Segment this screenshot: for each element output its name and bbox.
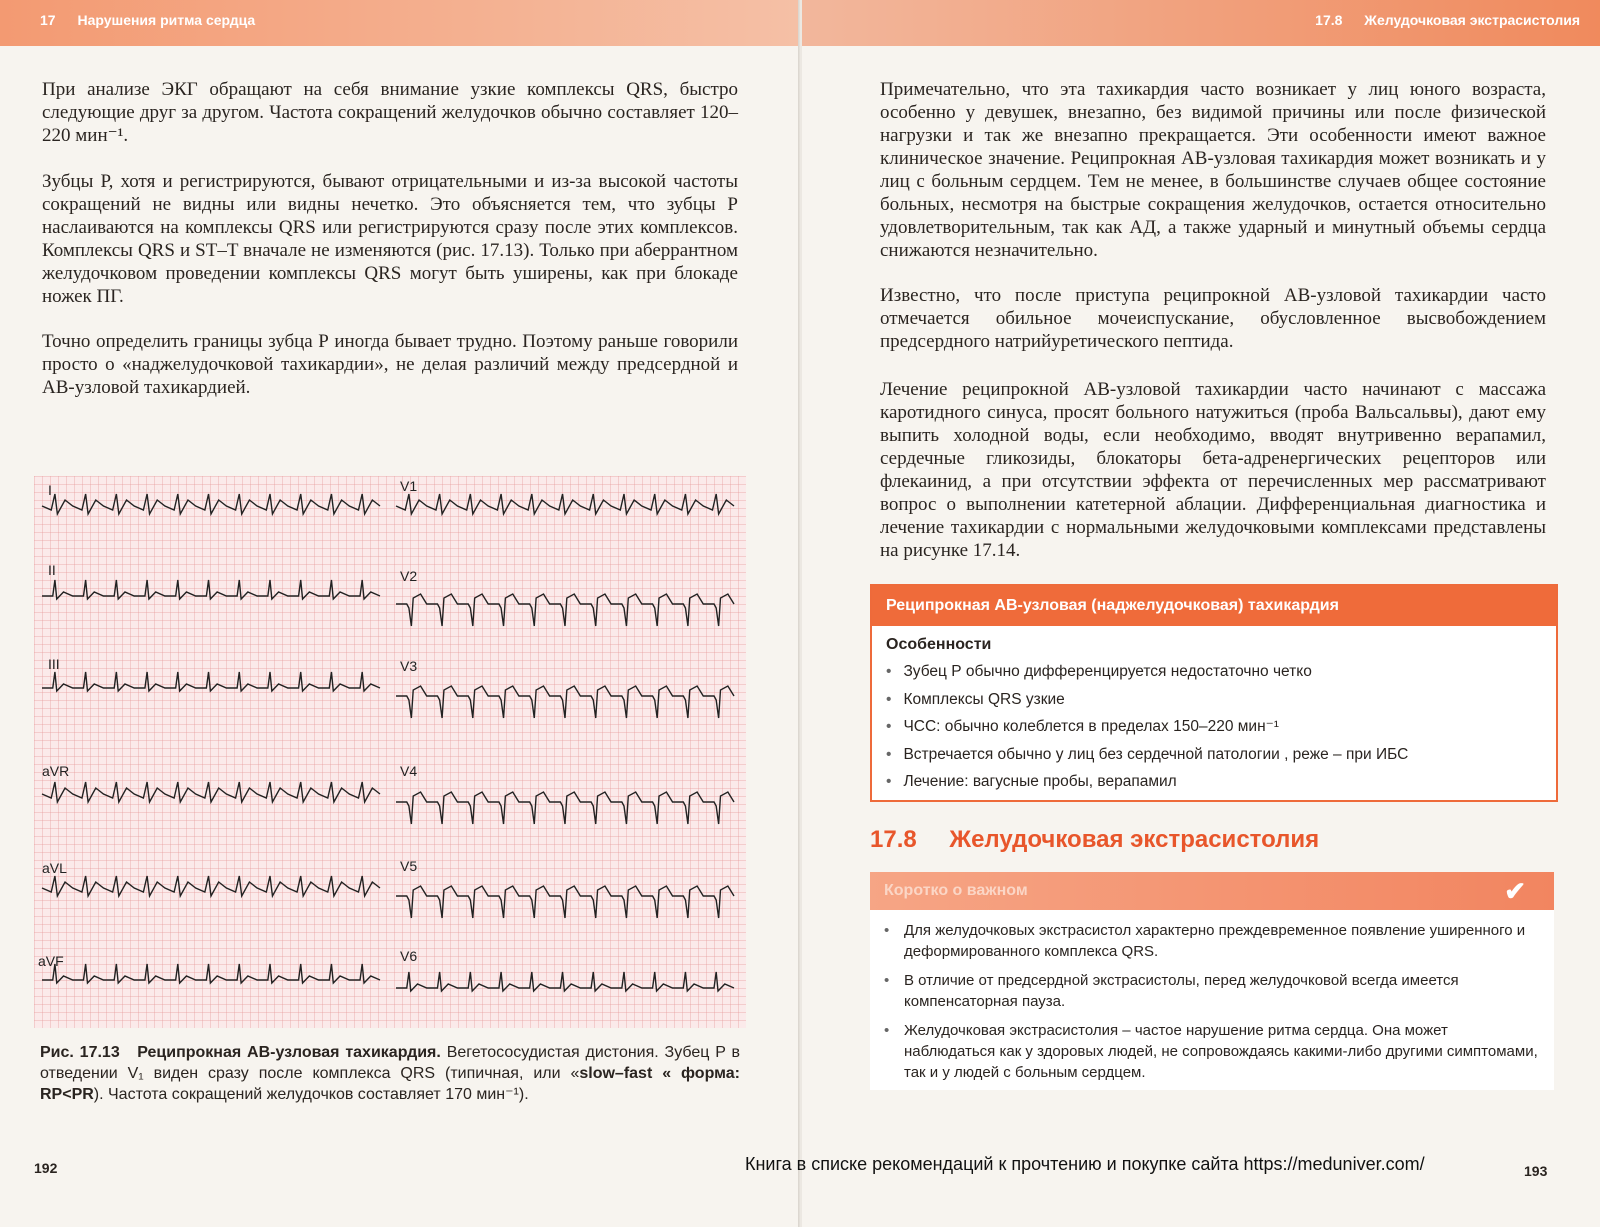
- caption-text-2: ). Частота сокращений желудочков составляет 170 мин⁻¹).: [93, 1086, 529, 1103]
- summary-box: [870, 872, 1554, 1090]
- summary-box-title: [870, 872, 1554, 910]
- ecg-trace-V1: [396, 494, 734, 514]
- features-list: [872, 658, 1556, 796]
- page-number-left: 192: [34, 1160, 58, 1176]
- paragraph-r1: Примечательно, что эта тахикардия часто возникает у лиц юного возраста, особенно у девушек, внезапно, без видимой причины или после физической нагрузки и так же внезапно прекращается. Эти особенности имеют важное клиническое значение. Реципрокная АВ-узловая тахикардия может возникать и у лиц с больным сердцем. Тем не менее, в большинстве случаев общее состояние больных, несмотря на быстрые сокращения желудочков, остается относительно удовлетворительным, так как АД, а также ударный и минутный объемы сердца снижаются незначительно.: [880, 79, 1546, 261]
- ecg-trace-V6: [396, 972, 734, 991]
- features-box-title: Реципрокная АВ-узловая (наджелудочковая) тахикардия: [872, 586, 1556, 626]
- features-box: [870, 584, 1558, 802]
- paragraph-3: Точно определить границы зубца Р иногда бывает трудно. Поэтому раньше говорили просто о «наджелудочковой тахикардии», не делая различий между предсердной и АВ-узловой тахикардией.: [42, 331, 738, 398]
- footer-note: Книга в списке рекомендаций к прочтению и покупке сайта https://meduniver.com/: [745, 1154, 1425, 1174]
- lead-label-V4: V4: [400, 763, 418, 779]
- lead-label-II: II: [48, 562, 56, 578]
- caption-bold-2: slow–fast « форма: RP<PR: [40, 1065, 740, 1103]
- lead-label-V6: V6: [400, 948, 418, 964]
- ecg-figure: [34, 476, 746, 1028]
- lead-label-aVF: aVF: [38, 953, 64, 969]
- ecg-trace-aVF: [42, 964, 380, 983]
- lead-label-V1: V1: [400, 478, 418, 494]
- ecg-trace-aVR: [42, 782, 380, 802]
- lead-label-V5: V5: [400, 858, 418, 874]
- section-number: 17.8: [870, 826, 917, 853]
- lead-label-aVR: aVR: [42, 763, 70, 779]
- caption-text-1: Вегетососудистая дистония. Зубец P в отведении V₁ виден сразу после комплекса QRS (типичная, или «: [40, 1044, 740, 1082]
- lead-label-I: I: [48, 482, 52, 498]
- summary-list: [870, 920, 1554, 1083]
- chapter-title: Нарушения ритма сердца: [77, 12, 256, 28]
- figure-caption: [40, 1042, 740, 1105]
- header-section-title: Желудочковая экстрасистолия: [1364, 12, 1580, 28]
- section-heading: [870, 826, 1319, 854]
- running-header-right: [802, 0, 1600, 46]
- ecg-trace-aVL: [42, 876, 380, 896]
- ecg-trace-V2: [396, 594, 734, 626]
- summary-box-title-text: Коротко о важном: [884, 882, 1028, 899]
- header-section-number: 17.8: [1315, 12, 1343, 28]
- ecg-trace-V5: [396, 886, 734, 918]
- lead-label-III: III: [48, 656, 60, 672]
- list-item: • Лечение: вагусные пробы, верапамил: [886, 768, 1556, 796]
- list-item: • Комплексы QRS узкие: [886, 686, 1556, 714]
- ecg-trace-V3: [396, 686, 734, 718]
- caption-label: Рис. 17.13: [40, 1044, 120, 1061]
- list-item: • В отличие от предсердной экстрасистолы, перед желудочковой всегда имеется компенсаторная пауза.: [884, 970, 1538, 1012]
- paragraph-r2: Известно, что после приступа реципрокной АВ-узловой тахикардии часто отмечается обильное мочеиспускание, обусловленное высвобождением предсердного натрийуретического пептида.: [880, 285, 1546, 352]
- lead-label-aVL: aVL: [42, 860, 67, 876]
- ecg-trace-I: [42, 494, 380, 514]
- paragraph-1: При анализе ЭКГ обращают на себя внимание узкие комплексы QRS, быстро следующие друг за другом. Частота сокращений желудочков обычно составляет 120–220 мин⁻¹.: [42, 79, 738, 146]
- chapter-number: 17: [40, 12, 56, 28]
- ecg-trace-V4: [396, 792, 734, 824]
- list-item: • ЧСС: обычно колеблется в пределах 150–220 мин⁻¹: [886, 713, 1556, 741]
- page-number-right: 193: [1524, 1163, 1548, 1179]
- list-item: • Для желудочковых экстрасистол характерно преждевременное появление уширенного и деформированного комплекса QRS.: [884, 920, 1538, 962]
- lead-label-V3: V3: [400, 658, 418, 674]
- paragraph-2: Зубцы Р, хотя и регистрируются, бывают отрицательными и из-за высокой частоты сокращений не видны или видны нечетко. Это объясняется тем, что зубцы Р наслаиваются на комплексы QRS или регистрируются сразу после этих комплексов. Комплексы QRS и ST–T вначале не изменяются (рис. 17.13). Только при аберрантном желудочковом проведении комплексы QRS могут быть уширены, как при блокаде ножек ПГ.: [42, 171, 738, 307]
- section-title: Желудочковая экстрасистолия: [949, 826, 1320, 853]
- caption-title: Реципрокная АВ-узловая тахикардия.: [137, 1044, 441, 1061]
- paragraph-r3: Лечение реципрокной АВ-узловой тахикардии часто начинают с массажа каротидного синуса, просят больного натужиться (проба Вальсальвы), дают ему выпить холодной воды, если необходимо, вводят внутривенно верапамил, сердечные гликозиды, блокаторы бета-адренергических рецепторов или флекаинид, а при отсутствии эффекта от перечисленных мер рассматривают вопрос о выполнении катетерной аблации. Дифференциальная диагностика и лечение тахикардии с нормальными желудочковыми комплексами представлены на рисунке 17.14.: [880, 379, 1546, 561]
- lead-label-V2: V2: [400, 568, 418, 584]
- features-box-subtitle: Особенности: [886, 636, 992, 653]
- list-item: • Зубец Р обычно дифференцируется недостаточно четко: [886, 658, 1556, 686]
- checkmark-icon: ✔: [1504, 876, 1526, 906]
- list-item: • Желудочковая экстрасистолия – частое нарушение ритма сердца. Она может наблюдаться как у здоровых людей, не сопровождаясь какими-либо другими симптомами, так и у людей с больным сердцем.: [884, 1020, 1538, 1083]
- ecg-traces: [34, 476, 746, 1028]
- right-page: [802, 0, 1600, 1227]
- list-item: • Встречается обычно у лиц без сердечной патологии , реже – при ИБС: [886, 741, 1556, 769]
- ecg-trace-III: [42, 672, 380, 691]
- ecg-trace-II: [42, 580, 380, 599]
- running-header-left: [0, 0, 800, 46]
